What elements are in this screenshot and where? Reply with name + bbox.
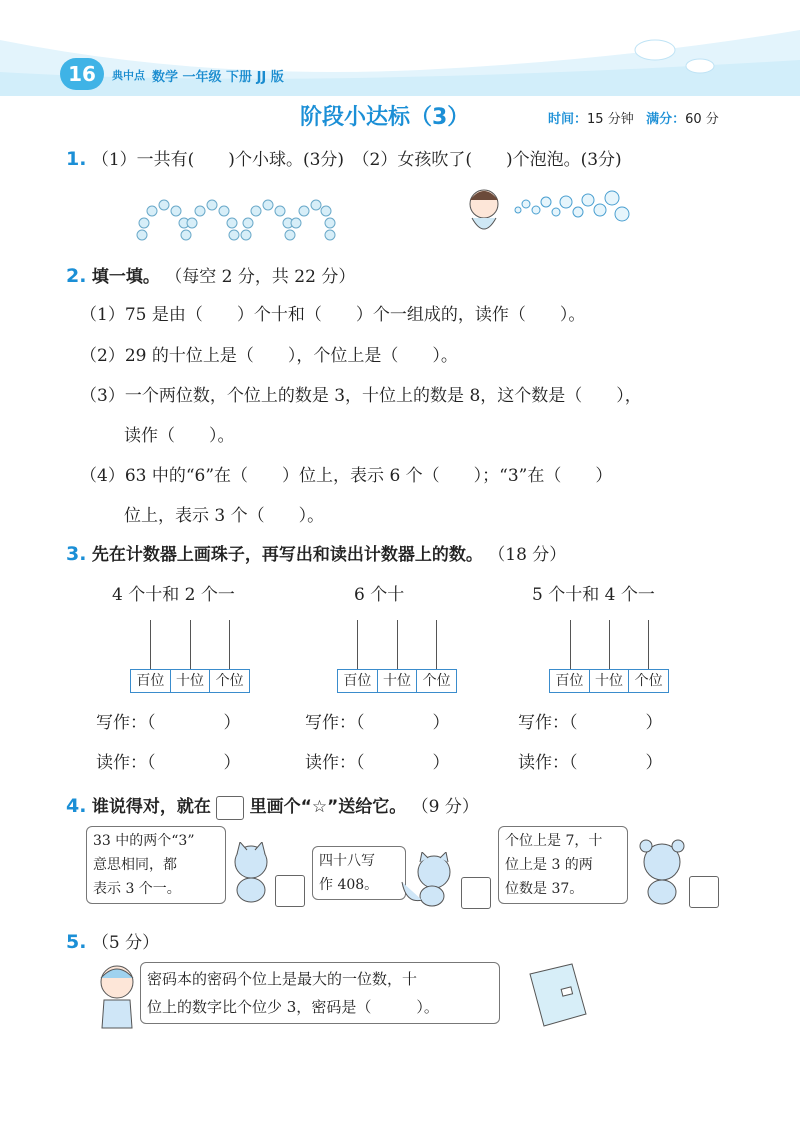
place-label: 个位 — [634, 673, 663, 689]
password-book-icon — [522, 962, 592, 1030]
counter-2-read[interactable]: 读作：（ ） — [305, 753, 450, 773]
counter-2-write[interactable]: 写作：（ ） — [305, 713, 450, 733]
question-number: 2. — [66, 265, 87, 287]
inline-answer-box — [216, 796, 244, 820]
place-label: 百位 — [550, 670, 590, 692]
question-2-item-2: （2）29 的十位上是（ ），个位上是（ ）。 — [80, 346, 458, 366]
book-subtitle: 数学 一年级 下册 JJ 版 — [152, 70, 284, 85]
counter-2-rod-tens — [397, 620, 398, 670]
bubble-line: 意思相同，都 — [93, 857, 177, 873]
time-label: 时间： — [548, 112, 588, 127]
counter-1-read[interactable]: 读作：（ ） — [96, 753, 241, 773]
counter-3-label: 5 个十和 4 个一 — [532, 585, 655, 605]
question-3-score: （18 分） — [488, 545, 567, 565]
question-4-title-a: 谁说得对，就在 — [91, 797, 211, 817]
question-number: 4. — [66, 795, 87, 817]
speech-bubble-2 — [312, 846, 406, 900]
place-label: 百位 — [131, 670, 171, 692]
question-2-item-4-cont: 位上，表示 3 个（ ）。 — [124, 506, 325, 526]
question-2-item-1: （1）75 是由（ ）个十和（ ）个一组成的，读作（ ）。 — [80, 305, 586, 325]
time-score-info — [548, 108, 719, 127]
counter-3-place-labels — [549, 669, 669, 693]
bubble-line: 密码本的密码个位上是最大的一位数，十 — [147, 970, 418, 988]
question-number: 1. — [66, 148, 87, 170]
counter-2-label: 6 个十 — [354, 585, 405, 605]
score-label: 满分： — [646, 112, 686, 127]
question-4 — [66, 792, 479, 820]
answer-box-1[interactable] — [275, 875, 305, 907]
question-2 — [66, 262, 355, 287]
counter-1-rod-tens — [190, 620, 191, 670]
question-number: 3. — [66, 543, 87, 565]
counter-3-rod-tens — [609, 620, 610, 670]
counter-2-rod-hundreds — [357, 620, 358, 670]
boy-character-icon — [92, 960, 142, 1032]
bubble-line: 四十八写 — [319, 853, 375, 869]
question-2-item-3-cont: 读作（ ）。 — [124, 426, 235, 446]
bubble-line: 个位上是 7，十 — [505, 833, 603, 849]
question-4-title-b: 里画个“☆”送给它。 — [249, 797, 407, 817]
question-number: 5. — [66, 931, 87, 953]
bubble-line: 33 中的两个“3” — [93, 833, 195, 849]
counter-3-write[interactable]: 写作：（ ） — [518, 713, 663, 733]
place-label: 十位 — [171, 670, 211, 692]
counter-3-rod-hundreds — [570, 620, 571, 670]
counter-1-label: 4 个十和 2 个一 — [112, 585, 235, 605]
bubble-line: 表示 3 个一。 — [93, 881, 181, 897]
counter-1-place-labels — [130, 669, 250, 693]
bubble-line: 作 408。 — [319, 877, 379, 893]
question-3 — [66, 540, 566, 565]
place-label: 百位 — [338, 670, 378, 692]
fox-character-icon — [400, 852, 458, 908]
question-3-title: 先在计数器上画珠子，再写出和读出计数器上的数。 — [91, 545, 483, 565]
time-value: 15 分钟 — [587, 112, 634, 127]
girl-blowing-bubbles-illustration — [460, 180, 640, 245]
question-2-title: 填一填。 — [91, 267, 160, 287]
question-4-score: （9 分） — [411, 797, 479, 817]
bubble-line: 位上是 3 的两 — [505, 857, 593, 873]
question-2-item-3: （3）一个两位数，个位上的数是 3，十位上的数是 8，这个数是（ ）， — [80, 386, 642, 406]
speech-bubble-1 — [86, 826, 226, 904]
counter-2-rod-ones — [436, 620, 437, 670]
score-value: 60 分 — [685, 112, 719, 127]
counter-3-rod-ones — [648, 620, 649, 670]
counter-1-rod-hundreds — [150, 620, 151, 670]
counter-3-read[interactable]: 读作：（ ） — [518, 753, 663, 773]
place-label: 个位 — [215, 673, 244, 689]
answer-box-2[interactable] — [461, 877, 491, 909]
answer-box-3[interactable] — [689, 876, 719, 908]
bubble-line: 位数是 37。 — [505, 881, 584, 897]
bubble-line: 位上的数字比个位少 3，密码是（ ）。 — [147, 998, 439, 1016]
counter-1-rod-ones — [229, 620, 230, 670]
question-5-score: （5 分） — [91, 933, 160, 953]
ball-arches-illustration — [130, 195, 340, 245]
question-1-text: （1）一共有( )个小球。(3分) （2）女孩吹了( )个泡泡。(3分) — [91, 150, 622, 170]
cat-character-icon — [228, 842, 274, 904]
page-number-badge: 16 — [60, 58, 104, 90]
counter-1-write[interactable]: 写作：（ ） — [96, 713, 241, 733]
place-label: 个位 — [422, 673, 451, 689]
question-2-item-4: （4）63 中的“6”在（ ）位上，表示 6 个（ ）；“3”在（ ） — [80, 466, 613, 486]
question-1 — [66, 145, 622, 170]
page-title: 阶段小达标（3） — [300, 105, 470, 130]
counter-2-place-labels — [337, 669, 457, 693]
speech-bubble-5 — [140, 962, 500, 1024]
question-5 — [66, 928, 159, 953]
question-2-score: （每空 2 分，共 22 分） — [165, 267, 356, 287]
speech-bubble-3 — [498, 826, 628, 904]
bear-character-icon — [636, 838, 688, 906]
brand-logo: 典中点 — [112, 69, 145, 82]
place-label: 十位 — [590, 670, 630, 692]
place-label: 十位 — [378, 670, 418, 692]
